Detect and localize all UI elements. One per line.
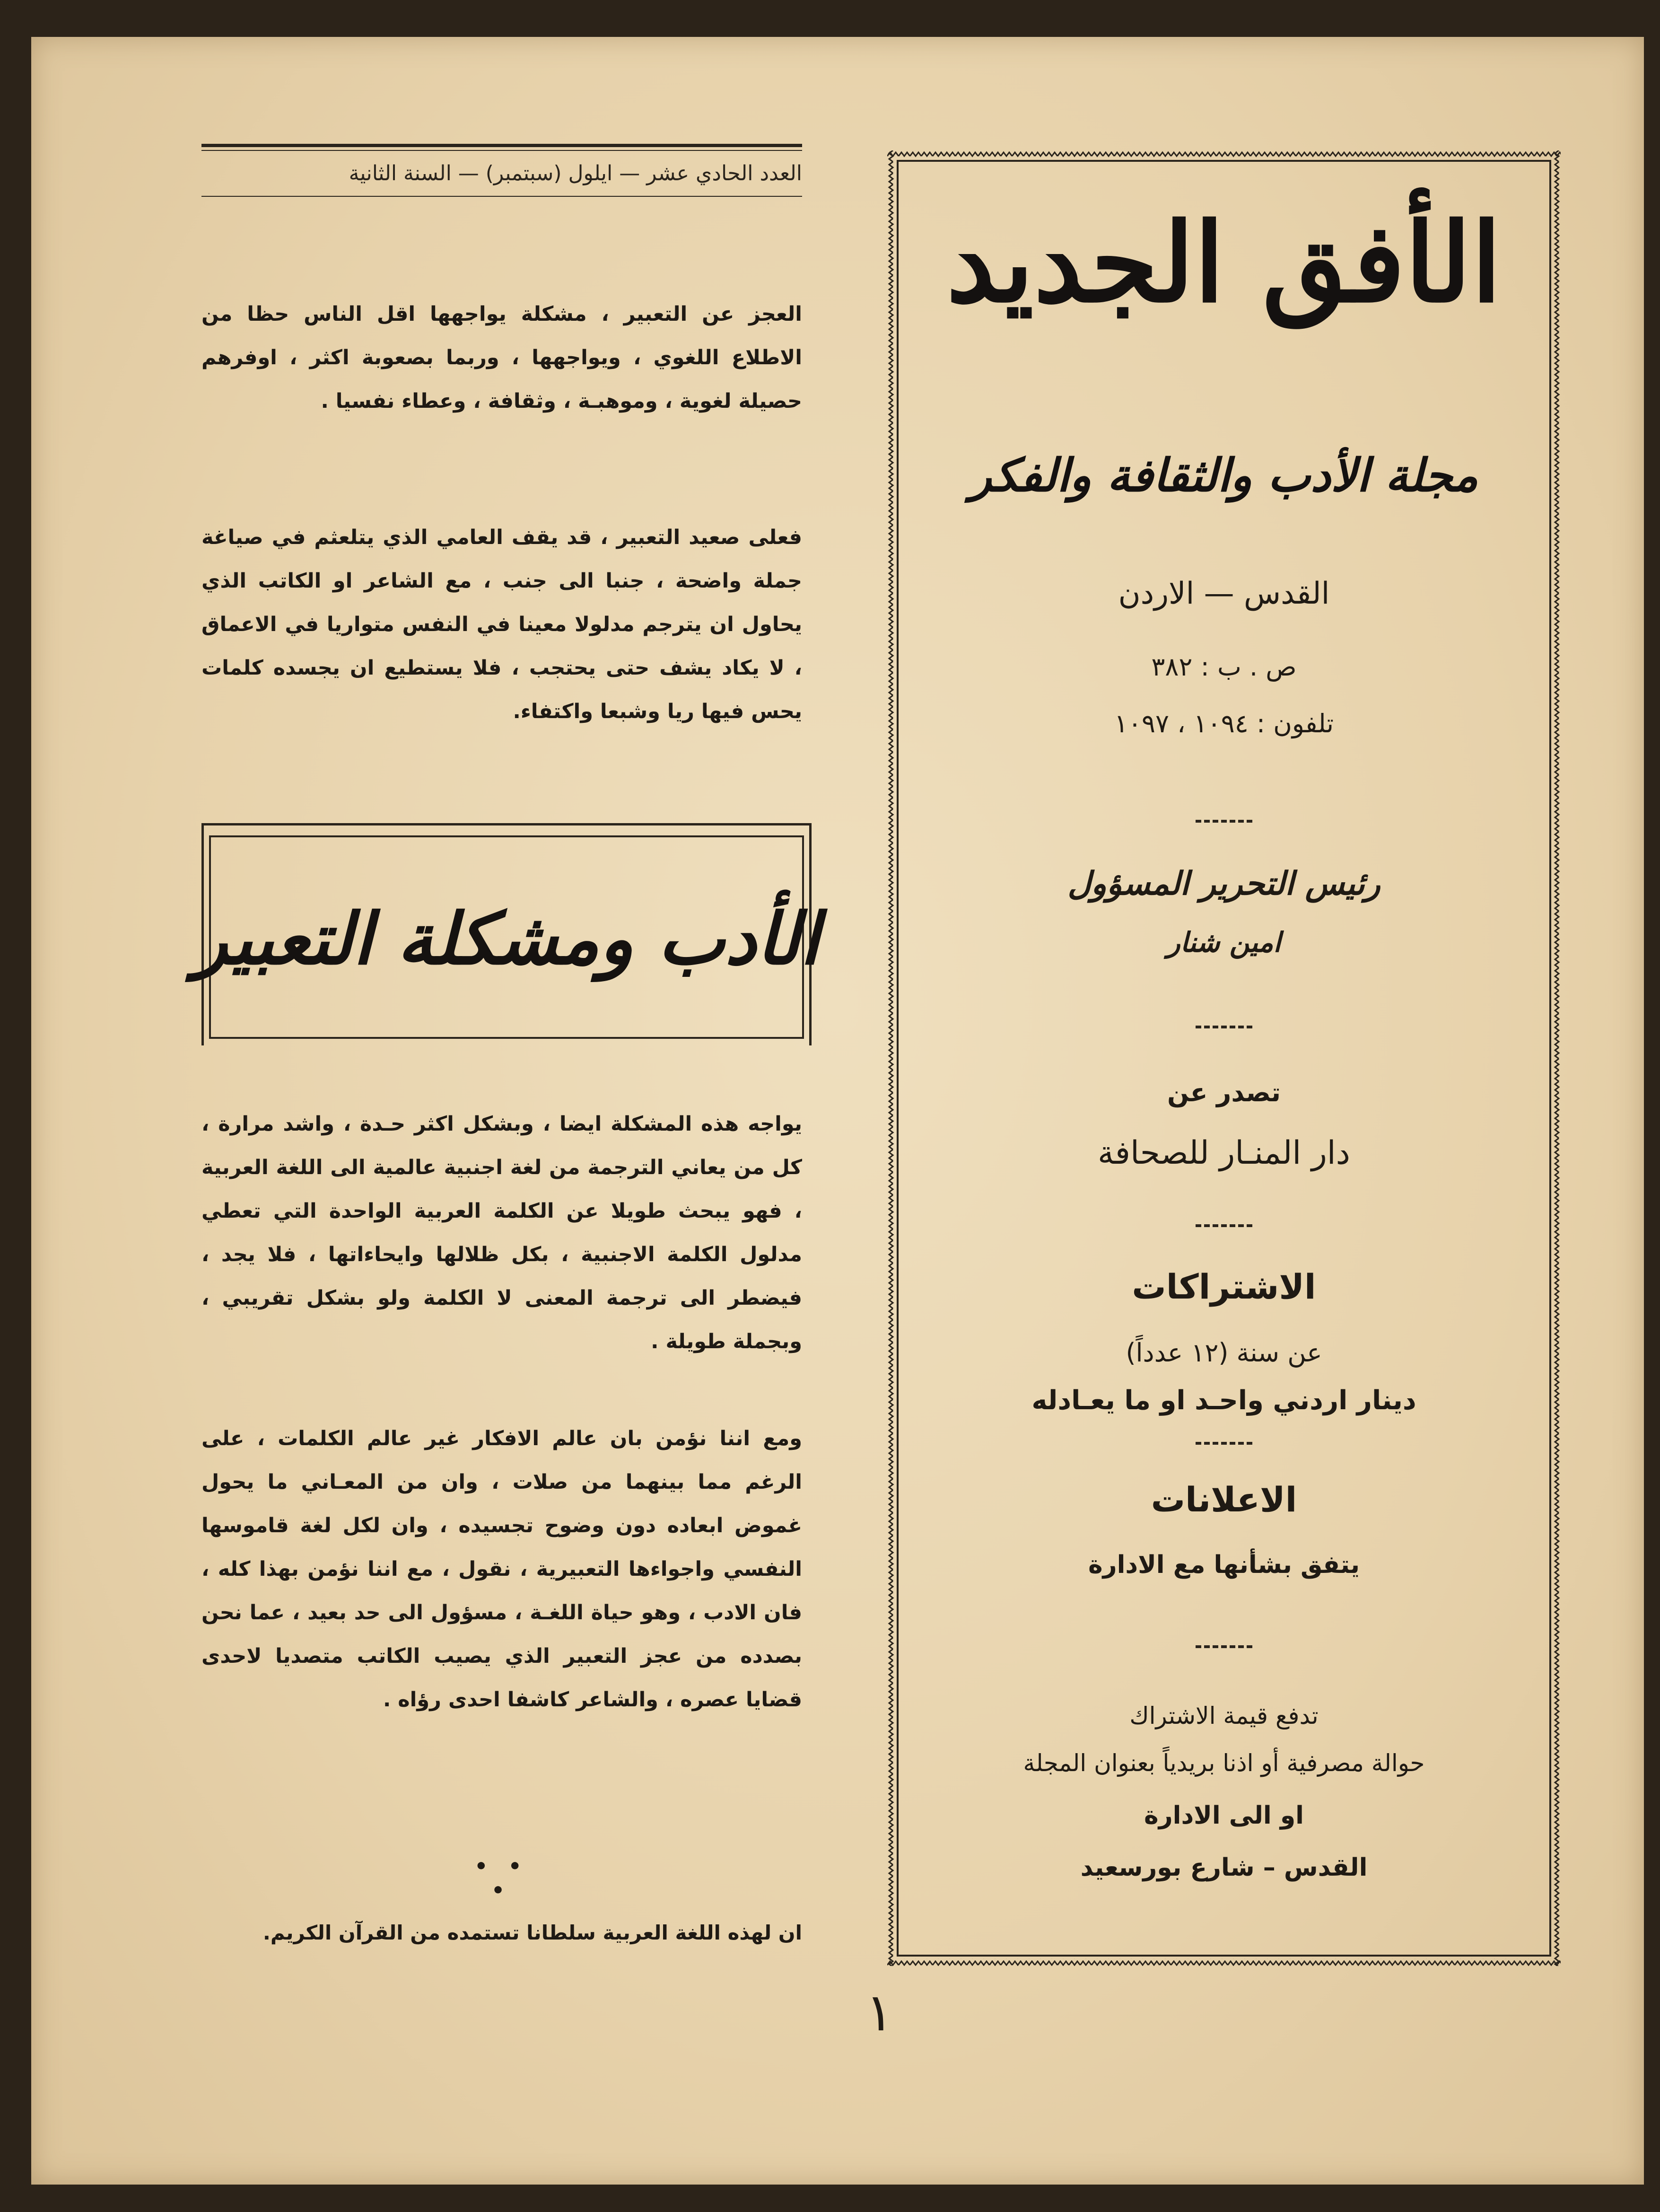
- po-box-line: ص . ب : ٣٨٢: [1151, 652, 1297, 682]
- separator-5: [1196, 1645, 1252, 1648]
- magazine-subtitle: مجلة الأدب والثقافة والفكر: [970, 448, 1478, 502]
- magazine-logo: الأفق الجديد: [946, 199, 1502, 327]
- header-rule-bottom: [201, 196, 802, 197]
- payment-alternative: او الى الادارة: [1144, 1801, 1304, 1830]
- masthead-box: [887, 150, 1561, 1966]
- separator-1: [1196, 820, 1252, 823]
- publisher-name: دار المنـار للصحافة: [1098, 1134, 1350, 1172]
- article-paragraph-2: ومع اننا نؤمن بان عالم الافكار غير عالم الكلمات ، على الرغم مما بينهما من صلات ، وان من المعـاني ما يحول غموض ابعاده دون وضوح تجسيده ، وان لكل لغة قاموسها النفسي واجواءها التعبيرية ، نقول ، مع اننا نؤمن بهذا كله ، فان الادب ، وهو حياة اللغـة ، مسؤول الى حد بعيد ، عما نحن بصدده من عجز التعبير الذي يصيب الكاتب متصديا لاحدى قضايا عصره ، والشاعر كاشفا احدى رؤاه .: [201, 1427, 802, 1712]
- masthead-content: [901, 165, 1546, 1952]
- issue-header: [201, 144, 802, 197]
- magazine-page: [31, 37, 1644, 2185]
- issued-by-label: تصدر عن: [1167, 1078, 1281, 1107]
- page-number: ١: [865, 1982, 894, 2043]
- subscriptions-price: دينار اردني واحـد او ما يعـادله: [1031, 1385, 1416, 1416]
- city-line: القدس — الاردن: [1118, 576, 1330, 611]
- article-title-frame: [193, 823, 820, 1045]
- separator-2: [1196, 1026, 1252, 1028]
- address-line: القدس – شارع بورسعيد: [1080, 1853, 1368, 1882]
- header-rule-top: [201, 144, 802, 151]
- phone-line: تلفون : ١٠٩٤ ، ١٠٩٧: [1114, 709, 1334, 738]
- separator-4: [1196, 1442, 1252, 1445]
- payment-method: حوالة مصرفية أو اذنا بريدياً بعنوان المجلة: [1023, 1749, 1425, 1777]
- separator-3: [1196, 1224, 1252, 1227]
- subscriptions-heading: الاشتراكات: [1132, 1267, 1316, 1307]
- payment-heading: تدفع قيمة الاشتراك: [1129, 1702, 1319, 1729]
- ads-text: يتفق بشأنها مع الادارة: [1088, 1551, 1360, 1579]
- editor-label: رئيس التحرير المسؤول: [1067, 865, 1380, 903]
- article-paragraph-1: يواجه هذه المشكلة ايضا ، وبشكل اكثر حـدة ، واشد مرارة ، كل من يعاني الترجمة من لغة اجنبية عالمية الى اللغة العربية ، فهو يبحث طويلا عن الكلمة العربية الواحدة التي تعطي مدلول الكلمة الاجنبية ، بكل ظلالها وايحاءاتها ، فلا يجد ، فيضطر الى ترجمة المعنى لا الكلمة ولو بشكل تقريبي ، وبجملة طويلة .: [201, 1112, 802, 1353]
- section-separator: • • •: [474, 1854, 528, 1903]
- ads-heading: الاعلانات: [1151, 1480, 1297, 1519]
- subscriptions-term: عن سنة (١٢ عدداً): [1126, 1338, 1322, 1368]
- issue-line: العدد الحادي عشر — ايلول (سبتمبر) — السنة الثانية: [349, 161, 802, 185]
- article-paragraph-3: ان لهذه اللغة العربية سلطانا تستمده من القرآن الكريم.: [262, 1921, 802, 1944]
- intro-paragraph-2: فعلى صعيد التعبير ، قد يقف العامي الذي يتلعثم في صياغة جملة واضحة ، جنبا الى جنب ، مع الشاعر او الكاتب الذي يحاول ان يترجم مدلولا معينا في النفس متواريا في الاعماق ، لا يكاد يشف حتى يحتجب ، فلا يستطيع ان يجسده كلمات يحس فيها ريا وشبعا واكتفاء.: [201, 526, 802, 723]
- intro-paragraph-1: العجز عن التعبير ، مشكلة يواجهها اقل الناس حظا من الاطلاع اللغوي ، ويواجهها ، وربما بصعوبة اكثر ، اوفرهم حصيلة لغوية ، وموهبـة ، وثقافة ، وعطاء نفسيا .: [201, 302, 802, 413]
- editor-name: امين شنار: [1167, 926, 1281, 958]
- article-title: الأدب ومشكلة التعبير: [193, 897, 820, 981]
